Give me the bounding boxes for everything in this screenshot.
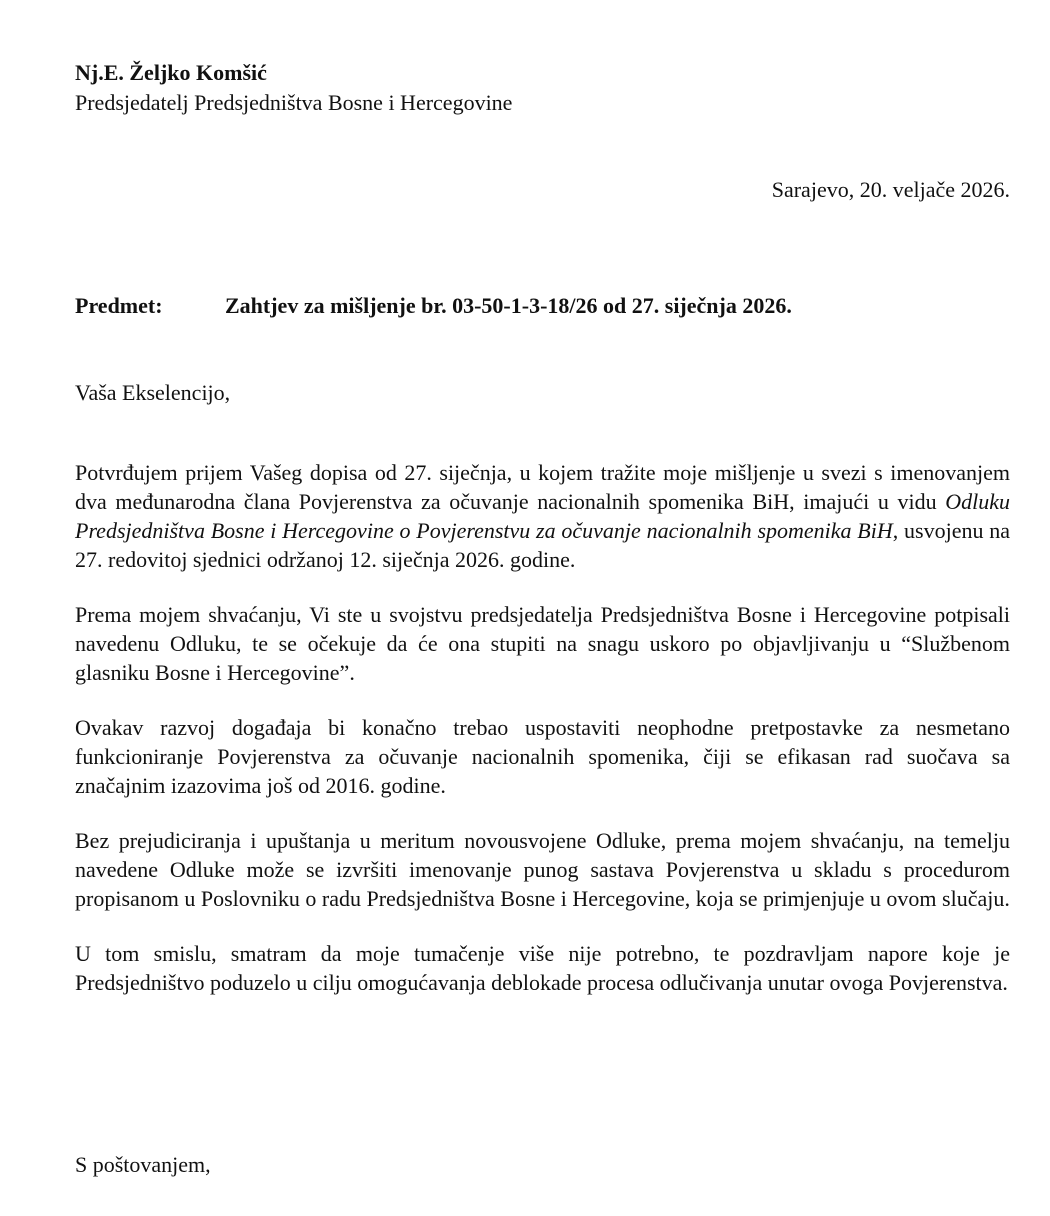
letter-date: Sarajevo, 20. veljače 2026. <box>771 177 1010 202</box>
letter <box>75 58 1010 1177</box>
paragraph-1-text-b: , usvojenu na 27. redovitoj sjednici održanoj 12. siječnja 2026. godine. <box>75 518 1010 572</box>
subject-line <box>75 291 1010 321</box>
paragraph-1-italic-reference: Odluku Predsjedništva Bosne i Hercegovine o Povjerenstvu za očuvanje nacionalnih spomenika BiH <box>75 489 1010 543</box>
paragraph-5: U tom smislu, smatram da moje tumačenje više nije potrebno, te pozdravljam napore koje je Predsjedništvo poduzelo u cilju omogućavanja deblokade procesa odlučivanja unutar ovoga Povjerenstva. <box>75 941 1010 995</box>
letter-body <box>75 458 1010 1023</box>
salutation: Vaša Ekselencijo, <box>75 380 231 405</box>
closing: S poštovanjem, <box>75 1152 211 1177</box>
paragraph-1 <box>75 458 1010 574</box>
subject-label: Predmet: <box>75 293 163 318</box>
subject-text: Zahtjev za mišljenje br. 03-50-1-3-18/26 od 27. siječnja 2026. <box>225 293 792 318</box>
paragraph-1-text-a: Potvrđujem prijem Vašeg dopisa od 27. siječnja, u kojem tražite moje mišljenje u svezi s imenovanjem dva međunarodna člana Povjerenstva za očuvanje nacionalnih spomenika BiH, imajući u vidu <box>75 460 1010 514</box>
paragraph-4: Bez prejudiciranja i upuštanja u meritum novousvojene Odluke, prema mojem shvaćanju, na temelju navedene Odluke može se izvršiti imenovanje punog sastava Povjerenstva u skladu s procedurom propisanom u Poslovniku o radu Predsjedništva Bosne i Hercegovine, koja se primjenjuje u ovom slučaju. <box>75 828 1010 911</box>
paragraph-3: Ovakav razvoj događaja bi konačno trebao uspostaviti neophodne pretpostavke za nesmetano funkcioniranje Povjerenstva za očuvanje nacionalnih spomenika, čiji se efikasan rad suočava sa značajnim izazovima još od 2016. godine. <box>75 715 1010 798</box>
addressee-name: Nj.E. Željko Komšić <box>75 60 267 85</box>
addressee-title: Predsjedatelj Predsjedništva Bosne i Hercegovine <box>75 90 513 115</box>
paragraph-2: Prema mojem shvaćanju, Vi ste u svojstvu predsjedatelja Predsjedništva Bosne i Hercegovine potpisali navedenu Odluku, te se očekuje da će ona stupiti na snagu uskoro po objavljivanju u “Službenom glasniku Bosne i Hercegovine”. <box>75 602 1010 685</box>
